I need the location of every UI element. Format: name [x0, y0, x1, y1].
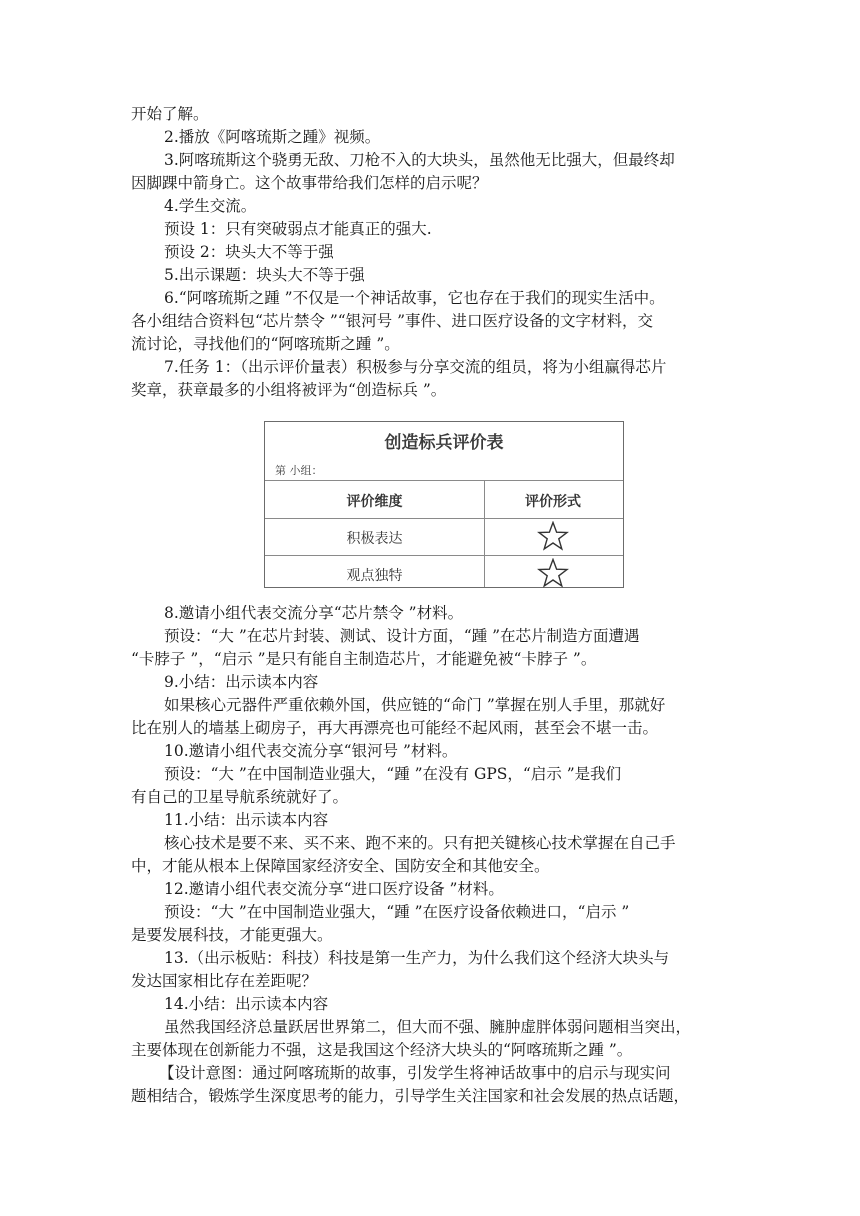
text-line: 如果核心元器件严重依赖外国，供应链的“命门 ”掌握在别人手里，那就好 — [164, 696, 666, 714]
text-line: 12.邀请小组代表交流分享“进口医疗设备 ”材料。 — [164, 880, 504, 898]
text-line: 各小组结合资料包“芯片禁令 ”“银河号 ”事件、进口医疗设备的文字材料，交 — [131, 312, 654, 330]
text-line: 流讨论，寻找他们的“阿喀琉斯之踵 ”。 — [131, 335, 400, 353]
text-line: 预设 2：块头大不等于强 — [164, 243, 334, 261]
text-line: 3.阿喀琉斯这个骁勇无敌、刀枪不入的大块头，虽然他无比强大，但最终却 — [164, 151, 675, 169]
text-line: “卡脖子 ”，“启示 ”是只有能自主制造芯片，才能避免被“卡脖子 ”。 — [131, 650, 597, 668]
text-line: 因脚踝中箭身亡。这个故事带给我们怎样的启示呢？ — [131, 174, 488, 192]
text-line: 核心技术是要不来、买不来、跑不来的。只有把关键核心技术掌握在自己手 — [164, 834, 676, 852]
table-divider — [265, 480, 623, 481]
table-divider — [265, 518, 623, 519]
text-line: 9.小结：出示读本内容 — [164, 673, 319, 691]
text-line: 10.邀请小组代表交流分享“银河号 ”材料。 — [164, 742, 458, 760]
text-line: 奖章，获章最多的小组将被评为“创造标兵 ”。 — [131, 381, 447, 399]
text-line: 中，才能从根本上保障国家经济安全、国防安全和其他安全。 — [131, 857, 550, 875]
text-line: 预设：“大 ”在芯片封装、测试、设计方面，“踵 ”在芯片制造方面遭遇 — [164, 627, 640, 645]
header-form: 评价形式 — [525, 494, 581, 510]
text-line: 是要发展科技，才能更强大。 — [131, 926, 333, 944]
star-outline-icon — [537, 521, 569, 551]
row-dimension: 观点独特 — [346, 568, 403, 584]
text-line: 有自己的卫星导航系统就好了。 — [131, 788, 349, 806]
text-line: 6.“阿喀琉斯之踵 ”不仅是一个神话故事，它也存在于我们的现实生活中。 — [164, 289, 665, 307]
star-outline-icon — [537, 558, 569, 588]
text-line: 预设：“大 ”在中国制造业强大，“踵 ”在医疗设备依赖进口，“启示 ” — [164, 903, 630, 921]
text-line: 11.小结：出示读本内容 — [164, 811, 329, 829]
table-divider — [265, 555, 623, 556]
row-dimension: 积极表达 — [346, 531, 403, 547]
text-line: 题相结合，锻炼学生深度思考的能力，引导学生关注国家和社会发展的热点话题， — [131, 1087, 690, 1105]
evaluation-table-title: 创造标兵评价表 — [384, 433, 504, 453]
text-line: 8.邀请小组代表交流分享“芯片禁令 ”材料。 — [164, 604, 464, 622]
text-line: 7.任务 1：（出示评价量表）积极参与分享交流的组员，将为小组赢得芯片 — [164, 358, 667, 376]
text-line: 14.小结：出示读本内容 — [164, 995, 329, 1013]
text-line: 预设：“大 ”在中国制造业强大，“踵 ”在没有 GPS，“启示 ”是我们 — [164, 765, 622, 783]
text-line: 2.播放《阿喀琉斯之踵》视频。 — [164, 128, 381, 146]
text-line: 预设 1：只有突破弱点才能真正的强大. — [164, 220, 432, 238]
group-label: 第 小组： — [275, 464, 323, 477]
text-line: 4.学生交流。 — [164, 197, 257, 215]
text-line: 虽然我国经济总量跃居世界第二，但大而不强、臃肿虚胖体弱问题相当突出， — [164, 1018, 692, 1036]
text-line: 开始了解。 — [131, 105, 209, 123]
evaluation-table — [264, 421, 624, 588]
text-line: 【设计意图：通过阿喀琉斯的故事，引发学生将神话故事中的启示与现实问 — [159, 1064, 671, 1082]
text-line: 13.（出示板贴：科技）科技是第一生产力，为什么我们这个经济大块头与 — [164, 949, 670, 967]
text-line: 发达国家相比存在差距呢？ — [131, 972, 318, 990]
text-line: 主要体现在创新能力不强，这是我国这个经济大块头的“阿喀琉斯之踵 ”。 — [131, 1041, 633, 1059]
text-line: 5.出示课题：块头大不等于强 — [164, 266, 365, 284]
text-line: 比在别人的墙基上砌房子，再大再漂亮也可能经不起风雨，甚至会不堪一击。 — [131, 719, 659, 737]
header-dimension: 评价维度 — [346, 494, 403, 510]
